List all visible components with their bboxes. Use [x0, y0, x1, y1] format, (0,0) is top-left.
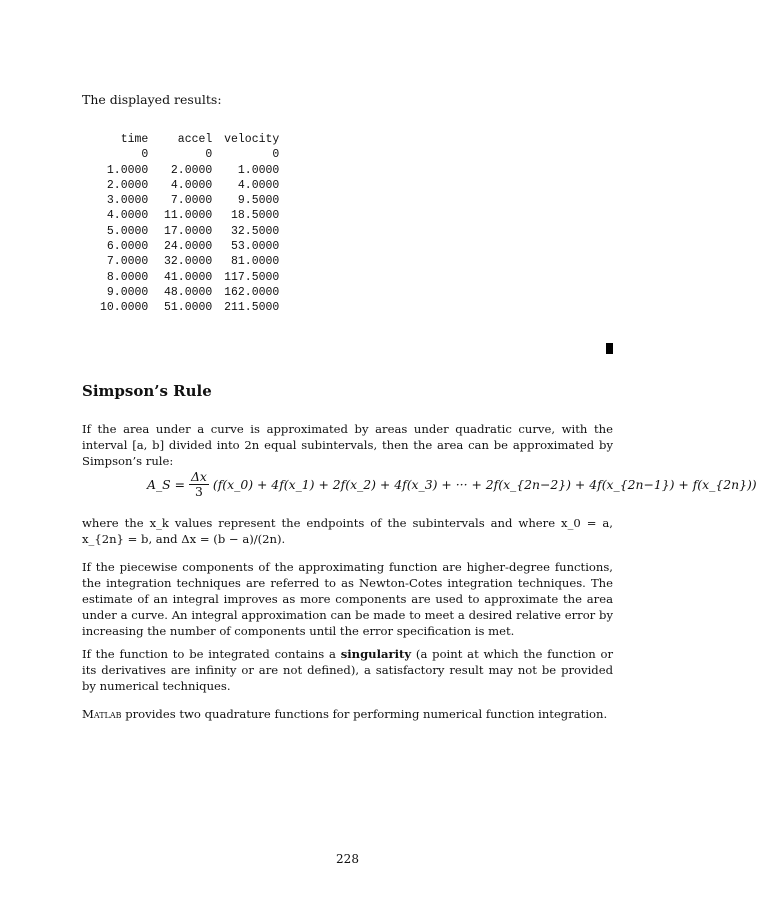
- formula-lhs: A_S =: [147, 477, 185, 492]
- formula-rhs: (f(x_0) + 4f(x_1) + 2f(x_2) + 4f(x_3) + ··· + 2f(x_{2n−2}) + 4f(x_{2n−1}) + f(x_{2n})): [212, 477, 757, 492]
- cell-accel: 24.0000: [164, 240, 213, 254]
- table-row: [100, 193, 279, 208]
- table-row: [100, 254, 279, 269]
- paragraph-endpoints: where the x_k values represent the endpoints of the subintervals and where x_0 = a, x_{2n} = b, and Δx = (b − a)/(2n).: [82, 516, 613, 546]
- cell-time: 5.0000: [106, 224, 149, 238]
- formula-numerator: Δx: [190, 469, 207, 484]
- end-of-example-marker: [606, 343, 613, 354]
- cell-velocity: 4.0000: [237, 178, 280, 192]
- singularity-term: singularity: [340, 647, 412, 661]
- table-row: [100, 285, 279, 300]
- section-heading: Simpson’s Rule: [82, 382, 212, 400]
- results-header-row: [100, 132, 279, 147]
- header-velocity: velocity: [224, 133, 280, 146]
- cell-time: 3.0000: [106, 194, 149, 208]
- simpson-formula: [147, 470, 757, 499]
- paragraph-quadrature: [82, 706, 613, 722]
- formula-fraction: [189, 470, 209, 499]
- cell-accel: 11.0000: [164, 209, 213, 223]
- header-accel: accel: [177, 133, 213, 146]
- page-number: 228: [336, 852, 359, 866]
- results-body: [100, 147, 279, 315]
- cell-velocity: 53.0000: [231, 240, 280, 254]
- header-time: time: [120, 133, 149, 146]
- cell-velocity: 9.5000: [237, 194, 280, 208]
- cell-velocity: 211.5000: [224, 301, 280, 315]
- cell-accel: 4.0000: [170, 178, 213, 192]
- cell-time: 4.0000: [106, 209, 149, 223]
- cell-accel: 51.0000: [164, 301, 213, 315]
- paragraph-simpson-intro: If the area under a curve is approximated by areas under quadratic curve, with the interval [a, b] divided into 2n equal subintervals, then the area can be approximated by Simpson’s rule:: [82, 422, 613, 468]
- table-row: [100, 147, 279, 162]
- cell-accel: 2.0000: [170, 163, 213, 177]
- singularity-text-before: If the function to be integrated contains a: [82, 647, 341, 661]
- paragraph-newton-cotes: If the piecewise components of the approximating function are higher-degree functions, the integration techniques are referred to as Newton-Cotes integration techniques. The estimate of an integral improves as more components are used to approximate the area under a curve. An integral approximation can be made to meet a desired relative error by increasing the number of components until the error specification is met.: [82, 560, 613, 638]
- cell-time: 8.0000: [106, 270, 149, 284]
- cell-time: 1.0000: [106, 163, 149, 177]
- cell-accel: 41.0000: [164, 270, 213, 284]
- table-row: [100, 300, 279, 315]
- table-row: [100, 270, 279, 285]
- singularity-text-after: (a point at which the function or its derivatives are infinity or are not defined), a satisfactory result may not be provided by numerical techniques.: [82, 647, 614, 693]
- intro-text: The displayed results:: [82, 92, 222, 107]
- cell-velocity: 0: [272, 148, 280, 162]
- cell-time: 10.0000: [100, 301, 149, 315]
- formula-denominator: 3: [194, 484, 203, 499]
- cell-accel: 48.0000: [164, 285, 213, 299]
- table-row: [100, 239, 279, 254]
- cell-velocity: 32.5000: [231, 224, 280, 238]
- cell-velocity: 18.5000: [231, 209, 280, 223]
- table-row: [100, 163, 279, 178]
- table-row: [100, 224, 279, 239]
- cell-time: 9.0000: [106, 285, 149, 299]
- cell-accel: 7.0000: [170, 194, 213, 208]
- cell-velocity: 81.0000: [231, 255, 280, 269]
- cell-velocity: 1.0000: [237, 163, 280, 177]
- matlab-brand: Matlab: [82, 707, 122, 721]
- cell-accel: 0: [205, 148, 213, 162]
- paragraph-singularity: [82, 646, 613, 694]
- cell-accel: 32.0000: [164, 255, 213, 269]
- cell-accel: 17.0000: [164, 224, 213, 238]
- cell-time: 2.0000: [106, 178, 149, 192]
- cell-time: 6.0000: [106, 240, 149, 254]
- cell-time: 0: [141, 148, 149, 162]
- table-row: [100, 178, 279, 193]
- quadrature-text: provides two quadrature functions for performing numerical function integration.: [121, 707, 608, 721]
- results-table: [100, 132, 279, 316]
- cell-time: 7.0000: [106, 255, 149, 269]
- cell-velocity: 162.0000: [224, 285, 280, 299]
- table-row: [100, 208, 279, 223]
- cell-velocity: 117.5000: [224, 270, 280, 284]
